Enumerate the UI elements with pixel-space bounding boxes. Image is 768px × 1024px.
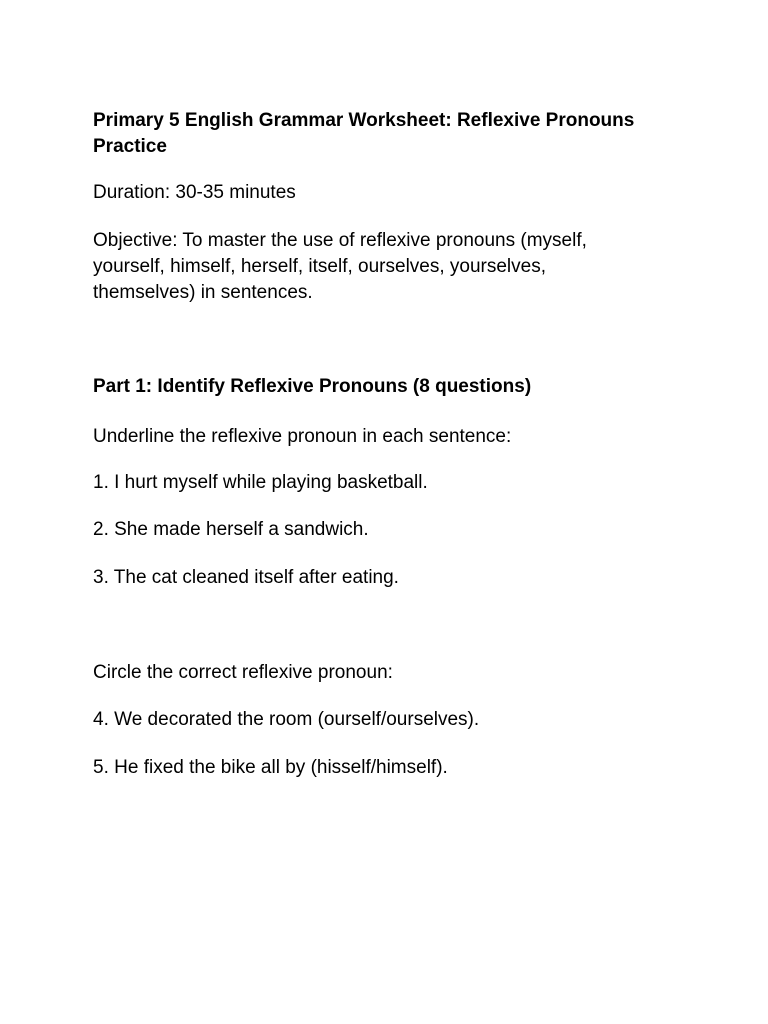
question-item: 5. He fixed the bike all by (hisself/himself). — [93, 757, 448, 778]
underline-instruction: Underline the reflexive pronoun in each sentence: — [93, 426, 512, 447]
question-item: 2. She made herself a sandwich. — [93, 519, 369, 540]
circle-instruction: Circle the correct reflexive pronoun: — [93, 662, 393, 683]
question-item: 4. We decorated the room (ourself/ourselves). — [93, 709, 480, 730]
question-item: 3. The cat cleaned itself after eating. — [93, 567, 399, 588]
worksheet-title: Primary 5 English Grammar Worksheet: Reflexive Pronouns Practice — [93, 110, 635, 157]
duration-text: Duration: 30-35 minutes — [93, 182, 296, 203]
objective-text: Objective: To master the use of reflexive pronouns (myself, yourself, himself, herself, itself, ourselves, yourselves, themselves) in sentences. — [93, 230, 587, 303]
question-item: 1. I hurt myself while playing basketball. — [93, 472, 428, 493]
part1-heading: Part 1: Identify Reflexive Pronouns (8 questions) — [93, 376, 532, 397]
